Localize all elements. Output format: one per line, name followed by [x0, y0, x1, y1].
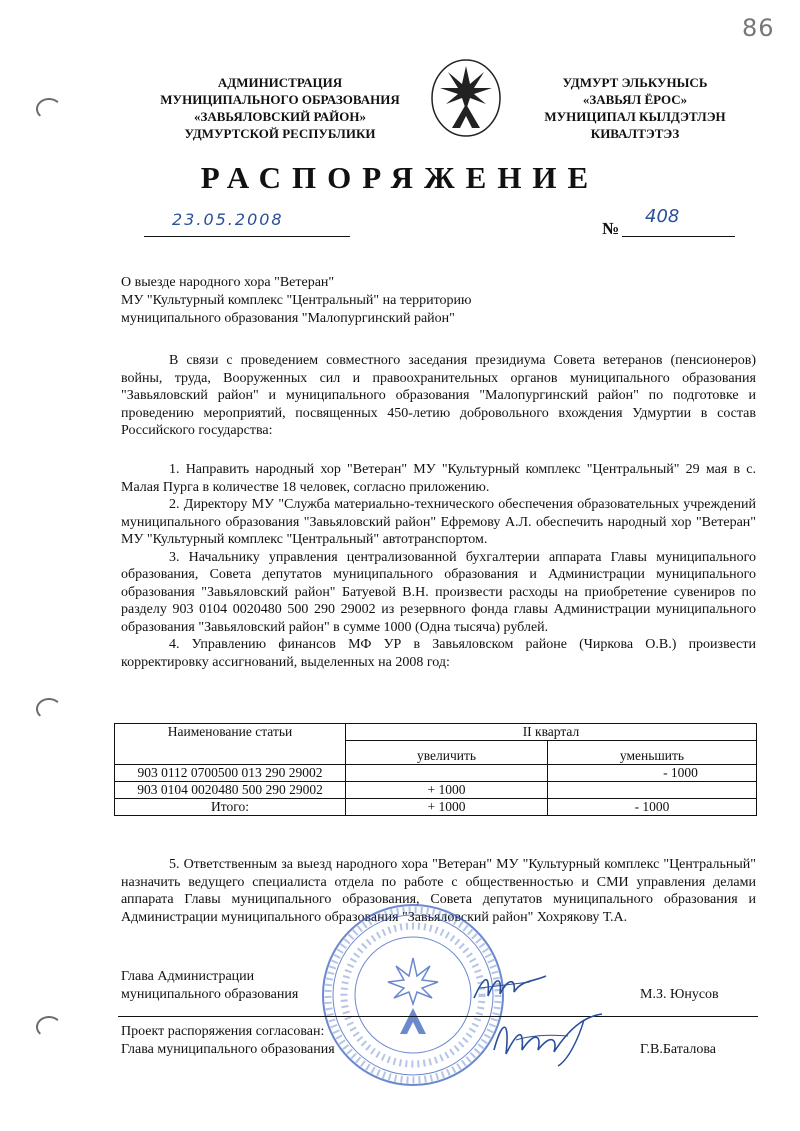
subject-line: О выезде народного хора "Ветеран": [121, 275, 335, 290]
approval-line: Глава муниципального образования: [121, 1042, 335, 1057]
table-row: [115, 765, 757, 782]
table-total-row: [115, 799, 757, 816]
row-decrease: [548, 782, 757, 799]
punch-hole: [36, 1016, 62, 1038]
header-left-line: УДМУРТСКОЙ РЕСПУБЛИКИ: [184, 126, 376, 141]
document-title: РАСПОРЯЖЕНИЕ: [200, 160, 600, 195]
document-subject: [121, 274, 472, 328]
total-decrease: - 1000: [548, 799, 757, 816]
header-right-line: КИВАЛТЭТЭЗ: [590, 126, 680, 141]
page-number: 86: [742, 14, 775, 42]
item-1: 1. Направить народный хор "Ветеран" МУ "Культурный комплекс "Центральный" 29 мая в с. Малая Пурга в количестве 18 человек, согласно приложению.: [121, 462, 756, 495]
header-left-line: МУНИЦИПАЛЬНОГО ОБРАЗОВАНИЯ: [160, 92, 400, 107]
table-header-row: [115, 724, 757, 741]
signature-role-line: муниципального образования: [121, 987, 299, 1002]
header-left-line: «ЗАВЬЯЛОВСКИЙ РАЙОН»: [194, 109, 366, 124]
row-article: 903 0112 0700500 013 290 29002: [115, 765, 346, 782]
row-increase: + 1000: [346, 782, 548, 799]
approval-line: Проект распоряжения согласован:: [121, 1024, 325, 1039]
header-left: [120, 74, 440, 142]
item-4: 4. Управлению финансов МФ УР в Завьяловском районе (Чиркова О.В.) произвести корректировку ассигнований, выделенных на 2008 год:: [121, 637, 756, 670]
header-right-line: МУНИЦИПАЛ КЫЛДЭТЛЭН: [544, 109, 726, 124]
item-2: 2. Директору МУ "Служба материально-технического обеспечения образовательных учреждений муниципального образования "Завьяловский район" Ефремову А.Л. обеспечить народный хор "Ветеран" МУ "Культурный комплекс "Центральный" автотранспортом.: [121, 497, 756, 547]
header-right: [510, 74, 760, 142]
row-increase: [346, 765, 548, 782]
col-quarter-header: II квартал: [346, 724, 757, 741]
row-decrease: - 1000: [548, 765, 757, 782]
date-underline: [144, 236, 350, 237]
subject-line: МУ "Культурный комплекс "Центральный" на территорию: [121, 293, 472, 308]
document-number: 408: [645, 206, 680, 227]
item-5: 5. Ответственным за выезд народного хора "Ветеран" МУ "Культурный комплекс "Центральный" назначить ведущего специалиста отдела по работе с общественностью и СМИ управления делами аппарата Главы муниципального образования, Совета депутатов муниципального образования и Администрации муниципального образования "Завьяловский район" Хохрякову Т.А.: [121, 857, 756, 925]
header-right-line: «ЗАВЬЯЛ ЁРОС»: [582, 92, 688, 107]
items-1-4: [121, 461, 756, 671]
signature-role-line: Глава Администрации: [121, 969, 255, 984]
item-3: 3. Начальнику управления централизованной бухгалтерии аппарата Главы муниципального образования, Совета депутатов муниципального образования и Администрации муниципального образования "Завьяловский район" Батуевой В.Н. произвести расходы на приобретение сувениров по разделу 903 0104 0020480 500 290 29002 из резервного фонда главы Администрации муниципального образования "Завьяловский район" в сумме 1000 (Одна тысяча) рублей.: [121, 549, 756, 635]
number-label: №: [602, 219, 620, 238]
header-right-line: УДМУРТ ЭЛЬКУНЫСЬ: [562, 75, 708, 90]
punch-hole: [36, 98, 62, 120]
col-article-header: Наименование статьи: [115, 724, 346, 765]
allocation-table: [114, 723, 757, 816]
header-left-line: АДМИНИСТРАЦИЯ: [217, 75, 343, 90]
approver-name: Г.В.Баталова: [640, 1042, 716, 1057]
approval-signature-icon: [488, 1010, 608, 1070]
preamble: [121, 352, 756, 440]
signature-block-head: [121, 968, 298, 1004]
signature-scribble-icon: [470, 970, 550, 1004]
signatory-name: М.З. Юнусов: [640, 987, 719, 1002]
punch-hole: [36, 698, 62, 720]
row-article: 903 0104 0020480 500 290 29002: [115, 782, 346, 799]
total-label: Итого:: [115, 799, 346, 816]
document-date: 23.05.2008: [172, 210, 284, 229]
col-decrease-header: уменьшить: [548, 741, 757, 765]
separator-line: [118, 1016, 758, 1017]
approval-block: [121, 1023, 335, 1059]
zavyalovo-emblem-icon: [430, 58, 502, 138]
number-underline: [622, 236, 735, 237]
col-increase-header: увеличить: [346, 741, 548, 765]
total-increase: + 1000: [346, 799, 548, 816]
table-row: [115, 782, 757, 799]
subject-line: муниципального образования "Малопургинский район": [121, 311, 455, 326]
preamble-text: В связи с проведением совместного заседания президиума Совета ветеранов (пенсионеров) войны, труда, Вооруженных сил и правоохранительных органов муниципального образования "Завьяловский район" и муниципального образования "Малопургинский район" по подготовке и проведению мероприятий, посвященных 450-летию добровольного вхождения Удмуртии в состав Российского государства:: [121, 353, 756, 438]
